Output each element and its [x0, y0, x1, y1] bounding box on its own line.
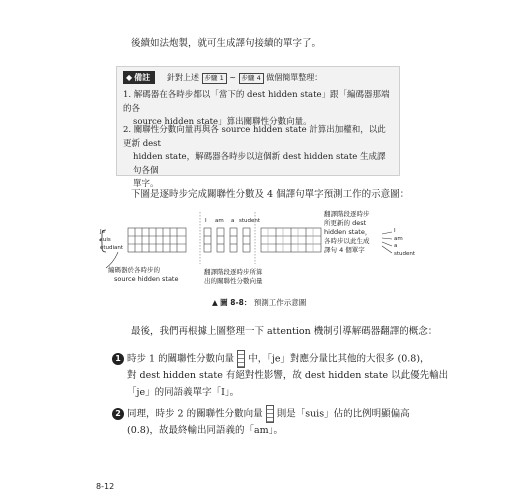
target-word-am: am [215, 218, 224, 224]
triangle-icon: ▲ [212, 298, 218, 307]
target-word-a: a [231, 218, 235, 224]
note-box [116, 66, 400, 189]
figure-title: 預測工作示意圖 [253, 298, 307, 307]
point-2: 2 同理，時步 2 的關聯性分數向量 則是「suis」佔的比例明顯偏高 (0.8)，故最終輸出同語義的「am」。 [112, 405, 412, 438]
figure-label: 圖 8-8： [220, 298, 252, 307]
point-1: 1 時步 1 的關聯性分數向量 中，「je」對應分量比其他的大很多 (0.8)， 對 dest hidden state 有絕對性影響，故 dest hidden state 以此優先輸出 「je」的同語義單字「I」。 [112, 350, 412, 400]
number-2-icon: 2 [112, 408, 124, 420]
figure-caption [212, 298, 306, 308]
note-tag-label: 備註 [134, 73, 151, 82]
dest-caption-1: 翻譯階段逐時步 [324, 210, 370, 218]
target-word-i: I [205, 218, 207, 224]
encoder-caption-1: 編碼器於各時步的 [108, 266, 160, 274]
attention-caption-2: 出的關聯性分數向量 [204, 277, 263, 285]
number-1-icon: 1 [112, 353, 124, 365]
page-number: 8-12 [96, 482, 115, 491]
note-heading: 針對上述 步驟 1 ~ 步驟 4 做個簡單整理： [167, 73, 323, 82]
source-word-etudiant: étudiant [100, 245, 124, 251]
output-i: I [394, 228, 396, 234]
diamond-icon: ◆ [126, 73, 133, 82]
note-tag [123, 71, 155, 84]
encoder-hidden-states [128, 228, 186, 252]
source-word-suis: suis [100, 237, 111, 243]
output-a: a [394, 243, 398, 249]
note-item-1: 1. 解碼器在各時步都以「當下的 dest hidden state」跟「編碼器那端的各 source hidden state」算出關聯性分數向量。 [123, 90, 390, 127]
note-item-2: 2. 關聯性分數向量再與各 source hidden state 計算出加權和，以此更新 dest hidden state，解碼器各時步以這個新 dest hidden state 生成譯句各個 單字。 [123, 125, 386, 189]
attention-caption-1: 翻譯階段逐時步所算 [204, 268, 263, 276]
dest-caption-3: hidden state， [324, 228, 372, 236]
dest-caption-5: 譯句 4 個單字 [324, 246, 365, 254]
summary-intro: 最後，我們再根據上圖整理一下 attention 機制引導解碼器翻譯的概念： [131, 326, 438, 337]
vector-icon [266, 405, 274, 423]
intro-paragraph: 後續如法炮製，就可生成譯句接續的單字了。 [131, 38, 322, 49]
dest-caption-2: 所更新的 dest [324, 219, 367, 227]
output-student: student [394, 251, 416, 257]
attention-diagram [96, 208, 436, 296]
vector-icon [237, 350, 245, 368]
target-word-student: student [239, 218, 261, 224]
step-end-box: 步驟 4 [239, 73, 264, 84]
dest-caption-4: 各時步以此生成 [324, 237, 370, 245]
step-start-box: 步驟 1 [202, 73, 227, 84]
diagram-intro: 下圖是逐時步完成關聯性分數及 4 個譯句單字預測工作的示意圖： [131, 189, 410, 200]
output-am: am [394, 236, 403, 242]
encoder-caption-2: source hidden state [114, 275, 179, 283]
source-word-je: Je [100, 229, 106, 235]
